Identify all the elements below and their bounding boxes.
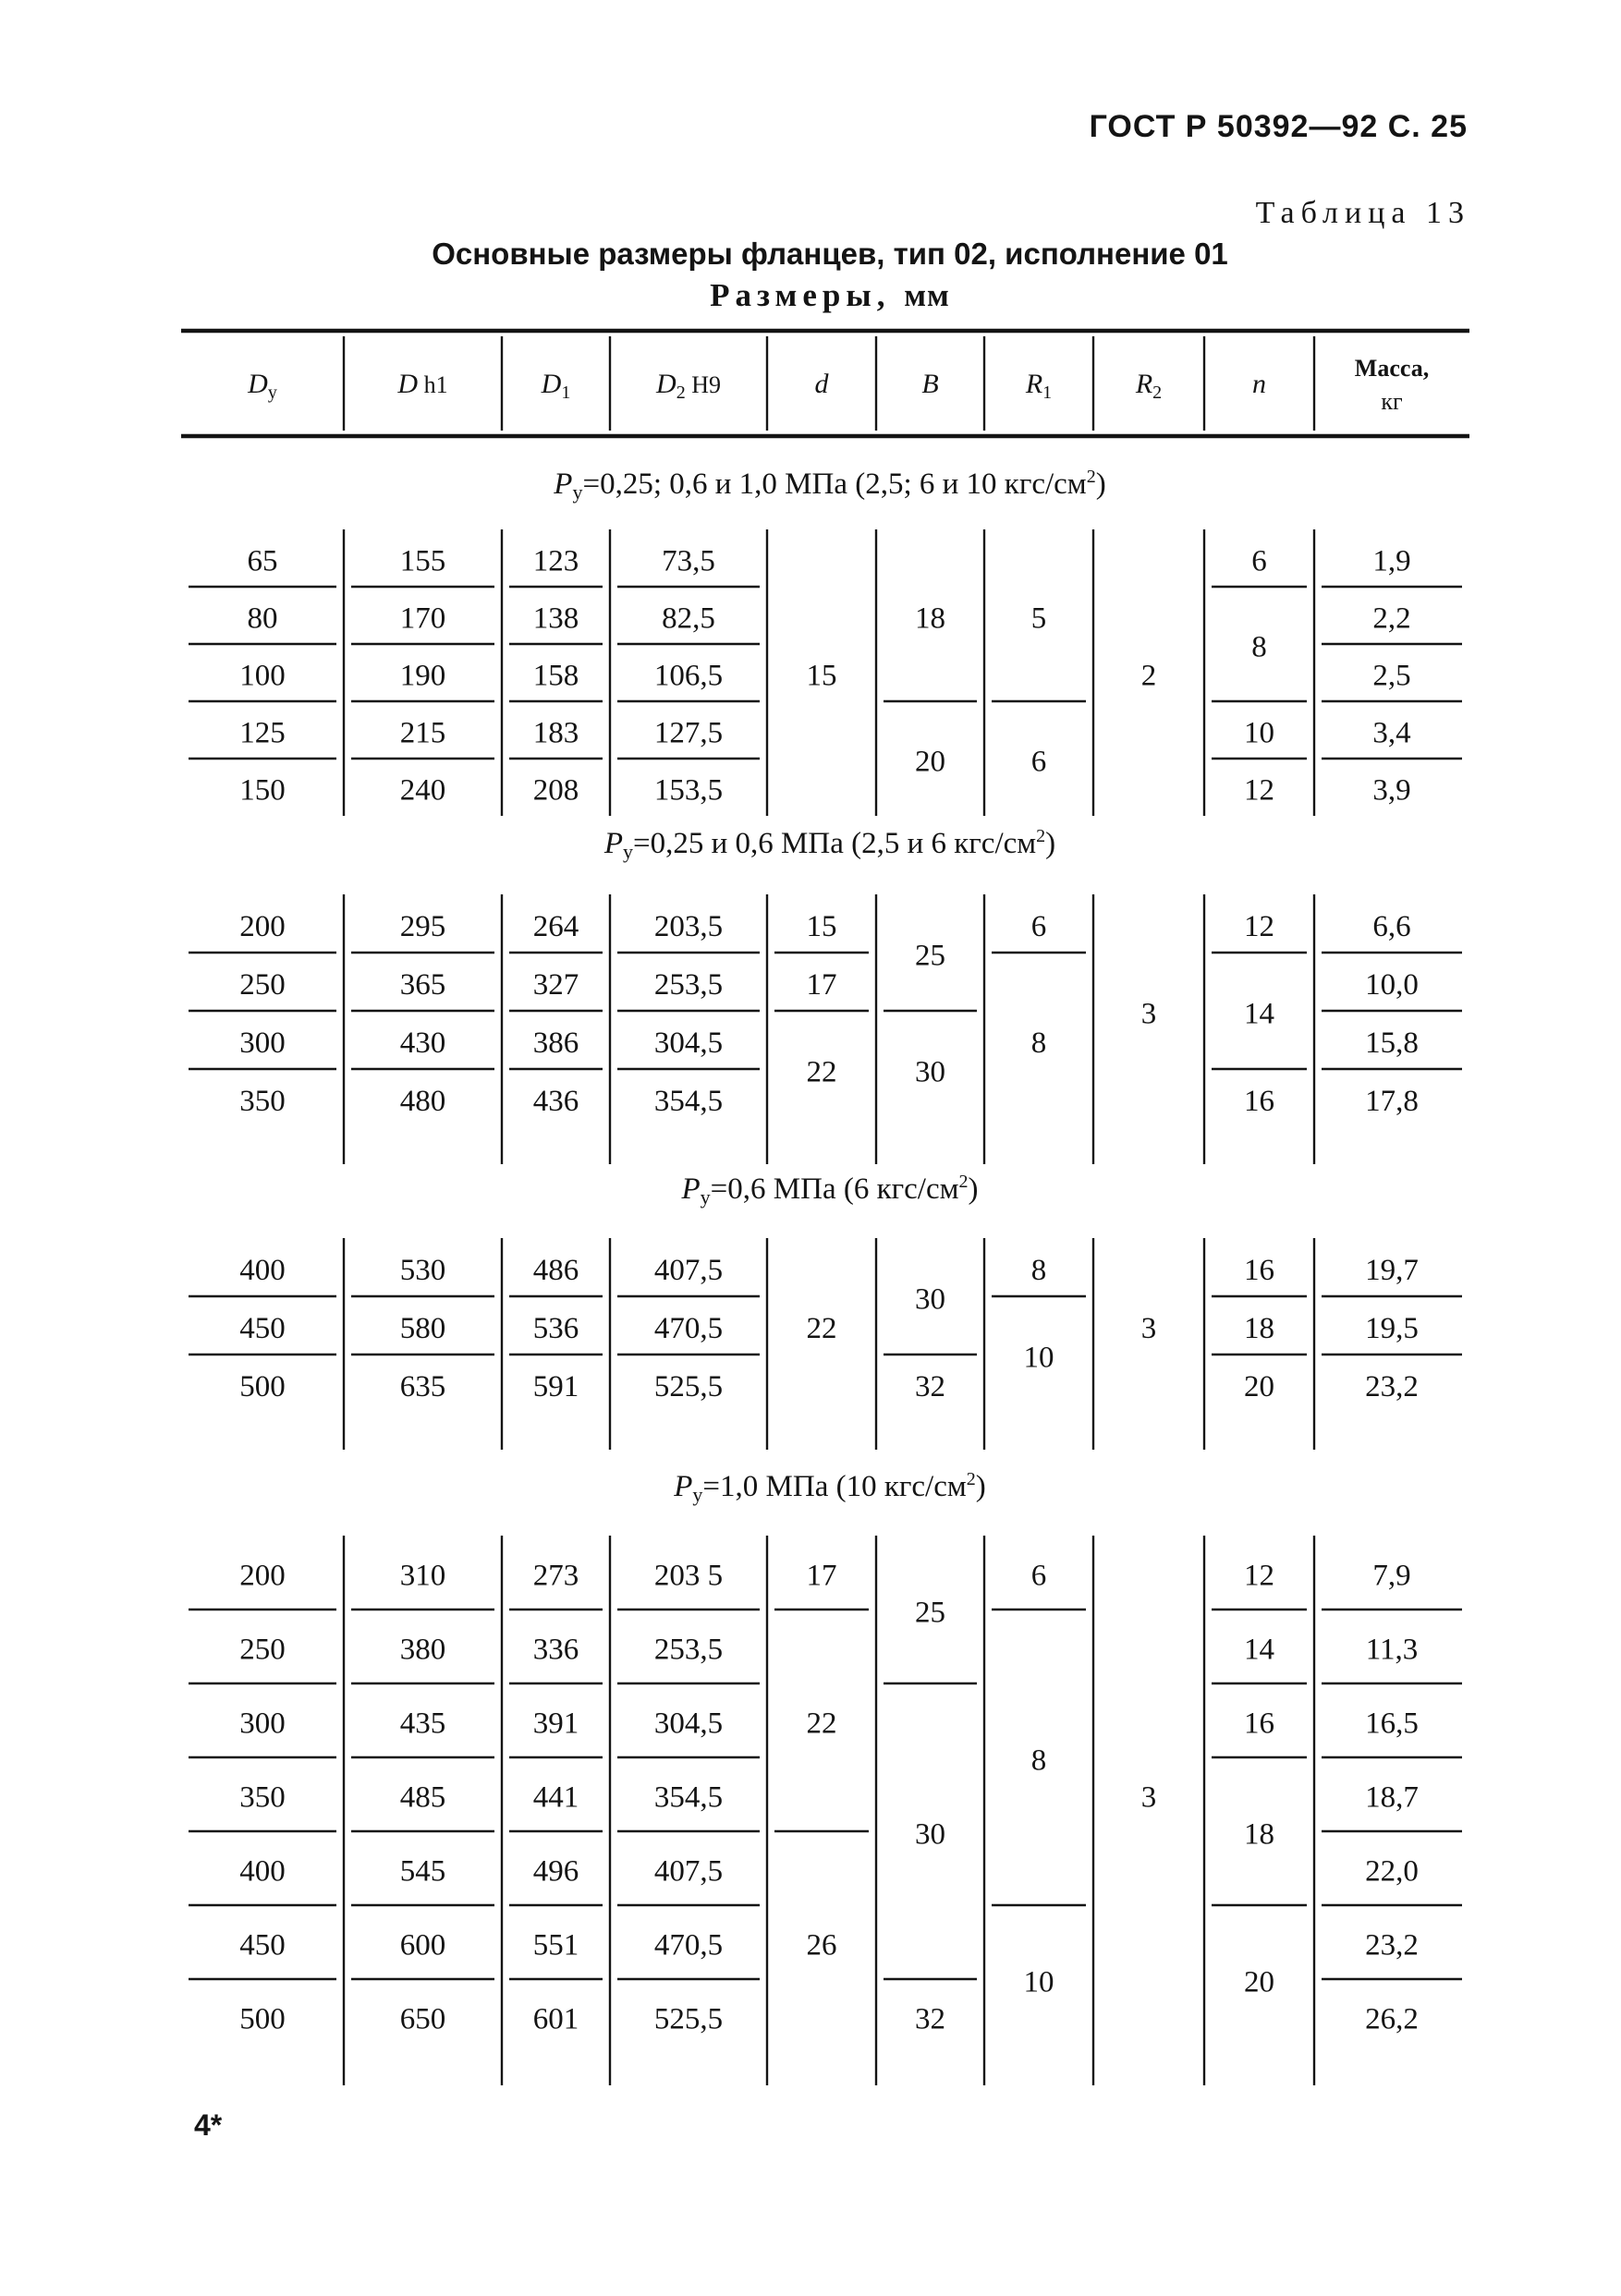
table-cell: 10 <box>1244 716 1274 750</box>
table-cell: 2,2 <box>1372 601 1411 636</box>
column-header: $D_y$ <box>248 369 277 403</box>
table-cell: 470,5 <box>653 1312 724 1346</box>
table-cell: 23,2 <box>1365 1928 1419 1962</box>
table-cell: 3 <box>1140 997 1157 1031</box>
section-title-sup: 2 <box>1086 467 1096 487</box>
table-cell: 336 <box>532 1633 579 1667</box>
section-title-text: =1,0 МПа (10 кгс/см <box>702 1470 967 1503</box>
table-cell: 203 5 <box>653 1559 724 1593</box>
table-cell: 32 <box>915 1370 945 1404</box>
table-cell: 436 <box>532 1085 579 1119</box>
column-header: Масса, <box>1354 355 1430 382</box>
table-cell: 30 <box>915 1817 945 1852</box>
section-title-sup: 2 <box>958 1172 969 1192</box>
table-cell: 30 <box>915 1055 945 1089</box>
table-cell: 200 <box>239 910 286 944</box>
table-cell: 82,5 <box>662 601 715 636</box>
table-cell: 18 <box>915 601 945 636</box>
table-cell: 158 <box>532 659 579 693</box>
table-cell: 435 <box>399 1707 446 1741</box>
table-cell: 138 <box>532 601 579 636</box>
table-cell: 304,5 <box>653 1027 724 1061</box>
table-cell: 240 <box>399 773 446 808</box>
table-cell: 496 <box>532 1854 579 1889</box>
section-title-symbol: P <box>681 1172 701 1206</box>
table-cell: 16 <box>1244 1254 1274 1288</box>
table-cell: 20 <box>915 745 945 779</box>
table-cell: 22 <box>806 1055 837 1089</box>
table-cell: 500 <box>239 2002 286 2036</box>
table-cell: 391 <box>532 1707 579 1741</box>
table-cell: 2 <box>1140 659 1157 693</box>
table-cell: 170 <box>399 601 446 636</box>
table-cell: 650 <box>399 2002 446 2036</box>
table-cell: 7,9 <box>1372 1559 1411 1593</box>
table-cell: 386 <box>532 1027 579 1061</box>
table-cell: 407,5 <box>653 1254 724 1288</box>
column-header: n <box>1252 369 1266 399</box>
table-cell: 22,0 <box>1365 1854 1419 1889</box>
table-cell: 1,9 <box>1372 544 1411 578</box>
table-cell: 16 <box>1244 1085 1274 1119</box>
table-cell: 441 <box>532 1780 579 1815</box>
table-cell: 123 <box>532 544 579 578</box>
table-cell: 407,5 <box>653 1854 724 1889</box>
table-cell: 18 <box>1244 1312 1274 1346</box>
table-cell: 300 <box>239 1027 286 1061</box>
table-cell: 8 <box>1030 1027 1047 1061</box>
table-cell: 25 <box>915 939 945 973</box>
table-cell: 551 <box>532 1928 579 1962</box>
table-cell: 15,8 <box>1365 1027 1419 1061</box>
table-cell: 250 <box>239 968 286 1002</box>
section-title-symbol: P <box>603 827 623 860</box>
table-cell: 400 <box>239 1854 286 1889</box>
document-code: ГОСТ Р 50392—92 С. 25 <box>1089 109 1468 144</box>
table-cell: 525,5 <box>653 2002 724 2036</box>
table-cell: 125 <box>239 716 286 750</box>
table-cell: 295 <box>399 910 446 944</box>
column-header: d <box>814 369 829 399</box>
table-cell: 380 <box>399 1633 446 1667</box>
table-label: Таблица 13 <box>1255 196 1470 230</box>
units-word: Размеры, <box>710 277 891 313</box>
table-cell: 14 <box>1244 997 1274 1031</box>
column-header: $R_1$ <box>1025 369 1053 403</box>
section-title-sub: у <box>700 1185 711 1209</box>
table-cell: 545 <box>399 1854 446 1889</box>
table-cell: 106,5 <box>653 659 724 693</box>
table-cell: 19,5 <box>1365 1312 1419 1346</box>
table-cell: 350 <box>239 1085 286 1119</box>
table-cell: 536 <box>532 1312 579 1346</box>
table-cell: 155 <box>399 544 446 578</box>
table-cell: 480 <box>399 1085 446 1119</box>
table-cell: 18,7 <box>1365 1780 1419 1815</box>
page-mark: 4* <box>194 2108 223 2142</box>
units-mm: мм <box>904 277 950 313</box>
table-cell: 6 <box>1251 544 1267 578</box>
table-cell: 19,7 <box>1365 1254 1419 1288</box>
table-cell: 65 <box>247 544 278 578</box>
table-cell: 3,4 <box>1372 716 1411 750</box>
table-title: Основные размеры фланцев, тип 02, исполнение 01 <box>432 237 1228 271</box>
table-cell: 304,5 <box>653 1707 724 1741</box>
column-header: D h1 <box>397 369 448 399</box>
table-cell: 208 <box>532 773 579 808</box>
table-cell: 264 <box>532 910 579 944</box>
table-cell: 8 <box>1030 1254 1047 1288</box>
table-cell: 310 <box>399 1559 446 1593</box>
table-cell: 32 <box>915 2002 945 2036</box>
table-cell: 100 <box>239 659 286 693</box>
table-cell: 200 <box>239 1559 286 1593</box>
section-title-sub: у <box>623 840 633 863</box>
table-cell: 450 <box>239 1928 286 1962</box>
table-cell: 15 <box>806 910 837 944</box>
table-cell: 485 <box>399 1780 446 1815</box>
section-title-tail: ) <box>1045 827 1056 860</box>
table-cell: 5 <box>1030 601 1047 636</box>
column-header: $D_1$ <box>541 369 571 403</box>
table-cell: 17 <box>806 968 837 1002</box>
table-cell: 20 <box>1244 1370 1274 1404</box>
table-cell: 430 <box>399 1027 446 1061</box>
table-cell: 20 <box>1244 1965 1274 1999</box>
table-cell: 26 <box>806 1928 837 1962</box>
section-title-sup: 2 <box>966 1469 976 1489</box>
column-header: $D_2$ H9 <box>656 369 721 403</box>
table-cell: 183 <box>532 716 579 750</box>
table-cell: 17,8 <box>1365 1085 1419 1119</box>
column-header: B <box>921 369 939 399</box>
table-cell: 6 <box>1030 910 1047 944</box>
table-cell: 16 <box>1244 1707 1274 1741</box>
table-cell: 16,5 <box>1365 1707 1419 1741</box>
table-cell: 215 <box>399 716 446 750</box>
table-cell: 8 <box>1251 630 1267 664</box>
table-cell: 73,5 <box>662 544 715 578</box>
section-title-sub: у <box>572 480 583 504</box>
table-cell: 450 <box>239 1312 286 1346</box>
table-cell: 12 <box>1244 910 1274 944</box>
column-header: $R_2$ <box>1135 369 1163 403</box>
table-cell: 6,6 <box>1372 910 1411 944</box>
table-cell: 12 <box>1244 1559 1274 1593</box>
table-cell: 23,2 <box>1365 1370 1419 1404</box>
table-cell: 591 <box>532 1370 579 1404</box>
table-cell: 400 <box>239 1254 286 1288</box>
table-cell: 6 <box>1030 1559 1047 1593</box>
table-cell: 12 <box>1244 773 1274 808</box>
table-cell: 470,5 <box>653 1928 724 1962</box>
table-cell: 190 <box>399 659 446 693</box>
table-cell: 15 <box>806 659 837 693</box>
section-title-symbol: P <box>554 468 573 501</box>
table-cell: 525,5 <box>653 1370 724 1404</box>
table-cell: 26,2 <box>1365 2002 1419 2036</box>
table-cell: 530 <box>399 1254 446 1288</box>
table-cell: 273 <box>532 1559 579 1593</box>
table-cell: 17 <box>806 1559 837 1593</box>
table-cell: 14 <box>1244 1633 1274 1667</box>
table-cell: 635 <box>399 1370 446 1404</box>
table-cell: 203,5 <box>653 910 724 944</box>
section-title-tail: ) <box>968 1172 979 1206</box>
section-title-sup: 2 <box>1036 826 1046 846</box>
table-cell: 6 <box>1030 745 1047 779</box>
table-cell: 22 <box>806 1707 837 1741</box>
table-cell: 253,5 <box>653 1633 724 1667</box>
table-cell: 250 <box>239 1633 286 1667</box>
table-cell: 327 <box>532 968 579 1002</box>
table-cell: 8 <box>1030 1743 1047 1778</box>
section-title-text: =0,25; 0,6 и 1,0 МПа (2,5; 6 и 10 кгс/см <box>582 468 1087 501</box>
table-cell: 10 <box>1023 1965 1054 1999</box>
table-cell: 365 <box>399 968 446 1002</box>
table-cell: 2,5 <box>1372 659 1411 693</box>
section-title-symbol: P <box>674 1470 693 1503</box>
table-cell: 25 <box>915 1596 945 1630</box>
table-cell: 3 <box>1140 1312 1157 1346</box>
table-cell: 11,3 <box>1365 1633 1419 1667</box>
section-title-text: =0,6 МПа (6 кгс/см <box>710 1172 959 1206</box>
table-cell: 150 <box>239 773 286 808</box>
section-title-tail: ) <box>1095 468 1106 501</box>
table-cell: 580 <box>399 1312 446 1346</box>
table-cell: 500 <box>239 1370 286 1404</box>
table-cell: 354,5 <box>653 1780 724 1815</box>
table-cell: 80 <box>247 601 278 636</box>
table-cell: 3,9 <box>1372 773 1411 808</box>
table-cell: 601 <box>532 2002 579 2036</box>
table-cell: 350 <box>239 1780 286 1815</box>
table-cell: 3 <box>1140 1780 1157 1815</box>
table-cell: 18 <box>1244 1817 1274 1852</box>
table-cell: 10,0 <box>1365 968 1419 1002</box>
table-cell: 253,5 <box>653 968 724 1002</box>
column-header-unit: кг <box>1381 387 1403 415</box>
table-cell: 22 <box>806 1312 837 1346</box>
table-cell: 30 <box>915 1282 945 1317</box>
table-cell: 354,5 <box>653 1085 724 1119</box>
table-cell: 153,5 <box>653 773 724 808</box>
section-title-tail: ) <box>975 1470 986 1503</box>
table-cell: 300 <box>239 1707 286 1741</box>
table-cell: 10 <box>1023 1341 1054 1375</box>
section-title-sub: у <box>692 1483 703 1506</box>
table-cell: 600 <box>399 1928 446 1962</box>
table-cell: 486 <box>532 1254 579 1288</box>
table-cell: 127,5 <box>653 716 724 750</box>
section-title-text: =0,25 и 0,6 МПа (2,5 и 6 кгс/см <box>633 827 1037 860</box>
